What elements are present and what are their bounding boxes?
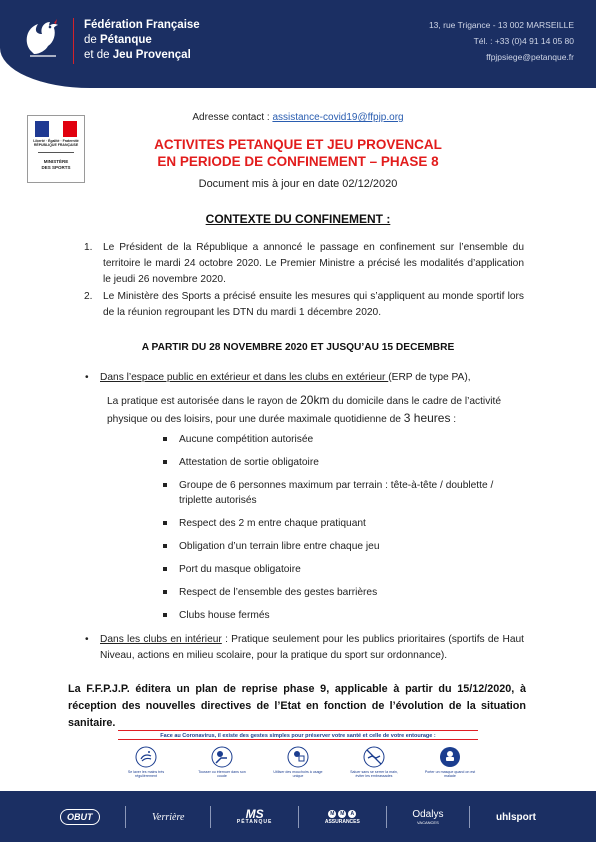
gesture-item xyxy=(118,746,174,786)
gesture-label: Tousser ou éternuer dans son coude xyxy=(198,770,246,779)
rule-text: Groupe de 6 personnes maximum par terrain : tête-à-tête / doublette / triplette autorisés xyxy=(179,480,494,506)
square-bullet-icon xyxy=(163,483,167,487)
rule-text: Obligation d’un terrain libre entre chaque jeu xyxy=(179,541,380,552)
sponsors-row xyxy=(60,805,536,829)
contact-address xyxy=(0,112,596,123)
sponsor-divider xyxy=(210,806,211,828)
outdoor-suffix: (ERP de type PA), xyxy=(388,372,471,383)
document-title xyxy=(0,136,596,170)
org-line2-prefix: de xyxy=(84,34,100,46)
sponsor-ms-logo xyxy=(237,809,272,825)
gesture-item xyxy=(422,746,478,786)
ministry-line2: DES SPORTS xyxy=(41,165,71,170)
list-item-number: 2. xyxy=(84,291,93,303)
org-line3-prefix: et de xyxy=(84,49,113,61)
section-title xyxy=(0,212,596,226)
list-item xyxy=(162,432,527,447)
address-label: Adresse contact : xyxy=(192,112,273,123)
header-phone: Tél. : +33 (0)4 91 14 05 80 xyxy=(473,36,574,46)
mask-icon xyxy=(439,746,461,768)
square-bullet-icon xyxy=(163,567,167,571)
rooster-logo-icon xyxy=(20,14,68,62)
barrier-gestures-banner xyxy=(118,730,478,786)
sponsor-divider xyxy=(386,806,387,828)
conclusion-text: La F.F.P.J.P. éditera un plan de reprise phase 9, applicable à partir du 15/12/2020, à réception des nouvelles directives de l’Etat en fonction de l’évolution de la situation sanitaire. xyxy=(68,683,526,729)
list-item xyxy=(84,289,524,321)
desc-duration: 3 heures xyxy=(403,411,451,425)
list-item-number: 1. xyxy=(84,242,93,253)
ministry-motto: Liberté · Égalité · Fraternité xyxy=(33,139,79,143)
tissue-icon xyxy=(287,746,309,768)
page-header xyxy=(0,0,596,88)
sponsor-divider xyxy=(469,806,470,828)
desc-part-b: du domicile dans le cadre de l’activité physique ou des loisirs, pour une durée maximale quotidienne de xyxy=(107,396,502,425)
sponsor-odalys-logo xyxy=(412,810,443,825)
list-item-text: Le Président de la République a annoncé le passage en confinement sur l’ensemble du territoire le mardi 24 octobre 2020. Le Premier Ministre a précisé les modalités d’application le jeudi 26 novembre 2020. xyxy=(103,242,524,285)
document-subtitle: Document mis à jour en date 02/12/2020 xyxy=(198,178,398,190)
sponsors-footer xyxy=(0,791,596,842)
sponsor-verriere-logo: Verrière xyxy=(152,811,185,823)
header-address: 13, rue Trigance - 13 002 MARSEILLE xyxy=(428,20,574,30)
list-item xyxy=(162,585,527,600)
org-line3-bold: Jeu Provençal xyxy=(112,49,191,61)
sponsor-mma-logo xyxy=(325,810,360,825)
square-bullet-icon xyxy=(163,544,167,548)
gestures-icons xyxy=(118,746,478,786)
gesture-label: Se laver les mains très régulièrement xyxy=(127,770,165,779)
title-line1: ACTIVITES PETANQUE ET JEU PROVENCAL xyxy=(154,137,442,152)
gestures-title: Face au Coronavirus, il existe des gestes simples pour préserver votre santé et celle de votre entourage : xyxy=(118,730,478,740)
context-list xyxy=(84,240,524,323)
gesture-label: Utiliser des mouchoirs à usage unique xyxy=(273,770,323,779)
list-item xyxy=(84,240,524,287)
section-title-text: CONTEXTE DU CONFINEMENT : xyxy=(205,212,391,226)
rule-text: Respect de l’ensemble des gestes barrières xyxy=(179,587,378,598)
no-handshake-icon xyxy=(363,746,385,768)
outdoor-label: Dans l’espace public en extérieur et dans les clubs en extérieur xyxy=(100,372,389,383)
sponsor-uhlsport-logo: uhlsport xyxy=(495,811,536,823)
header-contact xyxy=(429,17,574,65)
ministry-republic-label: RÉPUBLIQUE FRANÇAISE xyxy=(33,143,79,147)
ms-text: MS xyxy=(245,807,264,821)
desc-part-c: : xyxy=(450,414,457,425)
list-item xyxy=(162,455,527,470)
sponsor-divider xyxy=(125,806,126,828)
rule-text: Clubs house fermés xyxy=(179,610,270,621)
outdoor-section xyxy=(85,370,524,386)
org-line2-bold: Pétanque xyxy=(100,34,152,46)
odalys-sub: VACANCES xyxy=(417,819,439,825)
ministry-line1: MINISTÈRE xyxy=(43,159,69,164)
hand-wash-icon xyxy=(135,746,157,768)
square-bullet-icon xyxy=(163,521,167,525)
sponsor-divider xyxy=(298,806,299,828)
contact-email-link[interactable]: assistance-covid19@ffpjp.org xyxy=(272,112,404,123)
list-item xyxy=(162,562,527,577)
sponsor-obut-logo: OBUT xyxy=(60,809,100,825)
period-title: A PARTIR DU 28 NOVEMBRE 2020 ET JUSQU’AU 15 DECEMBRE xyxy=(141,342,455,353)
square-bullet-icon xyxy=(163,613,167,617)
org-line1: Fédération Française xyxy=(84,19,200,31)
rule-text: Aucune compétition autorisée xyxy=(179,434,314,445)
elbow-cough-icon xyxy=(211,746,233,768)
indoor-label: Dans les clubs en intérieur xyxy=(100,634,222,645)
rule-text: Respect des 2 m entre chaque pratiquant xyxy=(179,518,366,529)
bullet-dot-icon: • xyxy=(85,372,89,383)
gesture-label: Saluer sans se serrer la main, éviter les embrassades xyxy=(350,770,398,779)
desc-part-a: La pratique est autorisée dans le rayon de xyxy=(107,396,301,407)
mma-sub: ASSURANCES xyxy=(324,818,360,825)
list-item xyxy=(162,516,527,531)
outdoor-rules-list xyxy=(162,432,527,623)
ms-sub: PÉTANQUE xyxy=(236,819,273,825)
indoor-section xyxy=(85,632,525,664)
list-item xyxy=(162,478,527,508)
bullet-dot-icon: • xyxy=(85,634,89,645)
french-flag-icon xyxy=(35,121,77,137)
gesture-item xyxy=(194,746,250,786)
gesture-item xyxy=(270,746,326,786)
list-item xyxy=(162,539,527,554)
title-line2: EN PERIODE DE CONFINEMENT – PHASE 8 xyxy=(157,154,439,169)
federation-name xyxy=(84,18,200,63)
mma-letter: M xyxy=(330,810,335,817)
gesture-item xyxy=(346,746,402,786)
rule-text: Attestation de sortie obligatoire xyxy=(179,457,319,468)
desc-radius: 20km xyxy=(300,393,330,407)
mma-letter: M xyxy=(340,810,345,817)
gesture-label: Porter un masque quand on est malade xyxy=(424,770,476,779)
square-bullet-icon xyxy=(163,590,167,594)
indoor-text: : Pratique seulement pour les publics prioritaires (sportifs de Haut Niveau, actions en milieu scolaire, pour la pratique du sport sur ordonnance). xyxy=(100,634,525,661)
odalys-text: Odalys xyxy=(412,808,444,820)
header-email[interactable]: ffpjpsiege@petanque.fr xyxy=(486,52,574,62)
header-divider xyxy=(73,18,74,64)
rule-text: Port du masque obligatoire xyxy=(179,564,301,575)
list-item xyxy=(162,608,527,623)
square-bullet-icon xyxy=(163,437,167,441)
square-bullet-icon xyxy=(163,460,167,464)
outdoor-description xyxy=(107,392,527,428)
mma-letter: A xyxy=(348,810,356,818)
list-item-text: Le Ministère des Sports a précisé ensuite les mesures qui s’appliquent au monde sportif lors de la réunion regroupant les DTN du mardi 1 décembre 2020. xyxy=(103,291,524,319)
